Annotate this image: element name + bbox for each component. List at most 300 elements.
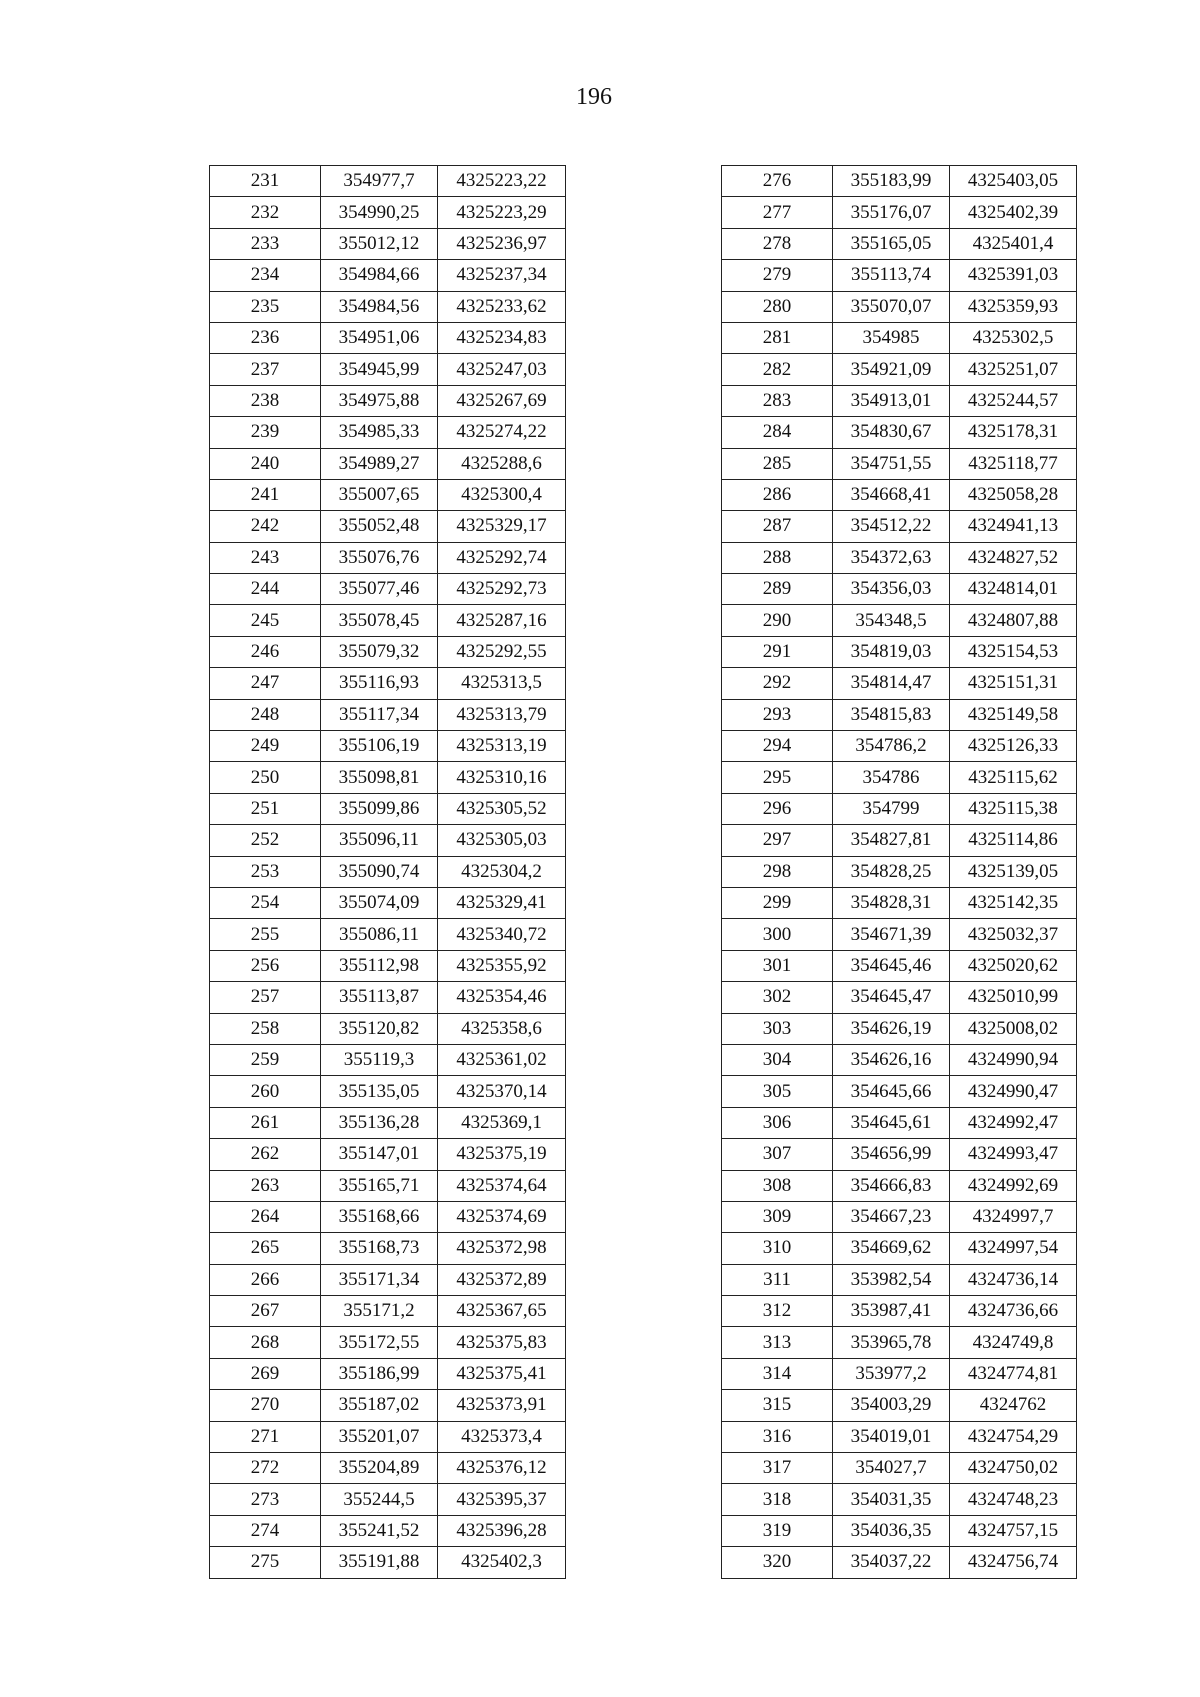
point-number-cell: 273 [210, 1484, 321, 1515]
table-row [210, 1421, 566, 1452]
point-number-cell: 263 [210, 1170, 321, 1201]
point-number-cell: 295 [722, 762, 833, 793]
point-number-cell: 258 [210, 1013, 321, 1044]
table-row [722, 1107, 1077, 1138]
x-coordinate-cell: 354985 [833, 322, 950, 353]
y-coordinate-cell: 4325313,5 [438, 668, 566, 699]
table-row [210, 1264, 566, 1295]
table-row [722, 950, 1077, 981]
y-coordinate-cell: 4325369,1 [438, 1107, 566, 1138]
y-coordinate-cell: 4325274,22 [438, 417, 566, 448]
y-coordinate-cell: 4325302,5 [950, 322, 1077, 353]
x-coordinate-cell: 354645,46 [833, 950, 950, 981]
y-coordinate-cell: 4325340,72 [438, 919, 566, 950]
point-number-cell: 317 [722, 1453, 833, 1484]
x-coordinate-cell: 355120,82 [321, 1013, 438, 1044]
table-row [210, 668, 566, 699]
table-row [210, 793, 566, 824]
table-row [210, 825, 566, 856]
y-coordinate-cell: 4324941,13 [950, 511, 1077, 542]
x-coordinate-cell: 355113,87 [321, 982, 438, 1013]
table-row [210, 605, 566, 636]
x-coordinate-cell: 354984,66 [321, 260, 438, 291]
x-coordinate-cell: 355191,88 [321, 1547, 438, 1578]
table-row [722, 1358, 1077, 1389]
y-coordinate-cell: 4325151,31 [950, 668, 1077, 699]
y-coordinate-cell: 4325237,34 [438, 260, 566, 291]
y-coordinate-cell: 4325374,64 [438, 1170, 566, 1201]
y-coordinate-cell: 4325236,97 [438, 228, 566, 259]
point-number-cell: 309 [722, 1201, 833, 1232]
table-row [722, 1327, 1077, 1358]
y-coordinate-cell: 4325395,37 [438, 1484, 566, 1515]
x-coordinate-cell: 354827,81 [833, 825, 950, 856]
table-row [210, 574, 566, 605]
y-coordinate-cell: 4325304,2 [438, 856, 566, 887]
x-coordinate-cell: 353965,78 [833, 1327, 950, 1358]
table-row [210, 1044, 566, 1075]
point-number-cell: 256 [210, 950, 321, 981]
y-coordinate-cell: 4325300,4 [438, 479, 566, 510]
table-row [210, 542, 566, 573]
point-number-cell: 279 [722, 260, 833, 291]
point-number-cell: 260 [210, 1076, 321, 1107]
point-number-cell: 296 [722, 793, 833, 824]
x-coordinate-cell: 355171,2 [321, 1296, 438, 1327]
x-coordinate-cell: 355117,34 [321, 699, 438, 730]
x-coordinate-cell: 354786,2 [833, 731, 950, 762]
y-coordinate-cell: 4325139,05 [950, 856, 1077, 887]
table-row [210, 1233, 566, 1264]
y-coordinate-cell: 4324993,47 [950, 1139, 1077, 1170]
table-row [210, 699, 566, 730]
y-coordinate-cell: 4325020,62 [950, 950, 1077, 981]
table-row [722, 166, 1077, 197]
y-coordinate-cell: 4324990,94 [950, 1044, 1077, 1075]
y-coordinate-cell: 4325115,38 [950, 793, 1077, 824]
y-coordinate-cell: 4324757,15 [950, 1515, 1077, 1546]
point-number-cell: 319 [722, 1515, 833, 1546]
point-number-cell: 250 [210, 762, 321, 793]
x-coordinate-cell: 355098,81 [321, 762, 438, 793]
table-row [722, 1484, 1077, 1515]
y-coordinate-cell: 4325244,57 [950, 385, 1077, 416]
y-coordinate-cell: 4325372,89 [438, 1264, 566, 1295]
y-coordinate-cell: 4324754,29 [950, 1421, 1077, 1452]
point-number-cell: 294 [722, 731, 833, 762]
x-coordinate-cell: 354656,99 [833, 1139, 950, 1170]
x-coordinate-cell: 355135,05 [321, 1076, 438, 1107]
x-coordinate-cell: 354989,27 [321, 448, 438, 479]
point-number-cell: 242 [210, 511, 321, 542]
point-number-cell: 232 [210, 197, 321, 228]
table-row [722, 636, 1077, 667]
y-coordinate-cell: 4325149,58 [950, 699, 1077, 730]
table-row [210, 417, 566, 448]
point-number-cell: 266 [210, 1264, 321, 1295]
y-coordinate-cell: 4324774,81 [950, 1358, 1077, 1389]
point-number-cell: 253 [210, 856, 321, 887]
x-coordinate-cell: 354828,31 [833, 887, 950, 918]
point-number-cell: 277 [722, 197, 833, 228]
point-number-cell: 272 [210, 1453, 321, 1484]
x-coordinate-cell: 354814,47 [833, 668, 950, 699]
y-coordinate-cell: 4324756,74 [950, 1547, 1077, 1578]
x-coordinate-cell: 355106,19 [321, 731, 438, 762]
x-coordinate-cell: 354667,23 [833, 1201, 950, 1232]
point-number-cell: 248 [210, 699, 321, 730]
y-coordinate-cell: 4325142,35 [950, 887, 1077, 918]
y-coordinate-cell: 4325292,74 [438, 542, 566, 573]
point-number-cell: 305 [722, 1076, 833, 1107]
y-coordinate-cell: 4324762 [950, 1390, 1077, 1421]
point-number-cell: 306 [722, 1107, 833, 1138]
x-coordinate-cell: 355012,12 [321, 228, 438, 259]
x-coordinate-cell: 354645,61 [833, 1107, 950, 1138]
table-row [210, 1139, 566, 1170]
x-coordinate-cell: 354951,06 [321, 322, 438, 353]
y-coordinate-cell: 4325008,02 [950, 1013, 1077, 1044]
table-row [722, 291, 1077, 322]
y-coordinate-cell: 4325375,83 [438, 1327, 566, 1358]
y-coordinate-cell: 4324992,69 [950, 1170, 1077, 1201]
x-coordinate-cell: 355076,76 [321, 542, 438, 573]
point-number-cell: 280 [722, 291, 833, 322]
x-coordinate-cell: 354799 [833, 793, 950, 824]
x-coordinate-cell: 354372,63 [833, 542, 950, 573]
y-coordinate-cell: 4325292,55 [438, 636, 566, 667]
x-coordinate-cell: 354977,7 [321, 166, 438, 197]
point-number-cell: 286 [722, 479, 833, 510]
point-number-cell: 239 [210, 417, 321, 448]
table-row [210, 950, 566, 981]
point-number-cell: 274 [210, 1515, 321, 1546]
point-number-cell: 235 [210, 291, 321, 322]
x-coordinate-cell: 354751,55 [833, 448, 950, 479]
table-row [210, 1327, 566, 1358]
point-number-cell: 247 [210, 668, 321, 699]
y-coordinate-cell: 4325376,12 [438, 1453, 566, 1484]
table-row [722, 1515, 1077, 1546]
y-coordinate-cell: 4324736,14 [950, 1264, 1077, 1295]
y-coordinate-cell: 4324749,8 [950, 1327, 1077, 1358]
table-row [722, 354, 1077, 385]
point-number-cell: 249 [210, 731, 321, 762]
table-row [722, 479, 1077, 510]
point-number-cell: 231 [210, 166, 321, 197]
point-number-cell: 282 [722, 354, 833, 385]
point-number-cell: 257 [210, 982, 321, 1013]
table-row [210, 322, 566, 353]
point-number-cell: 271 [210, 1421, 321, 1452]
x-coordinate-cell: 355090,74 [321, 856, 438, 887]
y-coordinate-cell: 4325292,73 [438, 574, 566, 605]
point-number-cell: 278 [722, 228, 833, 259]
y-coordinate-cell: 4325305,03 [438, 825, 566, 856]
point-number-cell: 265 [210, 1233, 321, 1264]
table-row [210, 197, 566, 228]
point-number-cell: 313 [722, 1327, 833, 1358]
table-row [210, 166, 566, 197]
table-row [722, 919, 1077, 950]
y-coordinate-cell: 4325401,4 [950, 228, 1077, 259]
x-coordinate-cell: 354671,39 [833, 919, 950, 950]
point-number-cell: 292 [722, 668, 833, 699]
point-number-cell: 302 [722, 982, 833, 1013]
y-coordinate-cell: 4325032,37 [950, 919, 1077, 950]
x-coordinate-cell: 355099,86 [321, 793, 438, 824]
x-coordinate-cell: 355147,01 [321, 1139, 438, 1170]
point-number-cell: 254 [210, 887, 321, 918]
y-coordinate-cell: 4325288,6 [438, 448, 566, 479]
table-row [210, 1170, 566, 1201]
x-coordinate-cell: 355074,09 [321, 887, 438, 918]
x-coordinate-cell: 354990,25 [321, 197, 438, 228]
x-coordinate-cell: 354036,35 [833, 1515, 950, 1546]
y-coordinate-cell: 4325375,41 [438, 1358, 566, 1389]
table-row [722, 731, 1077, 762]
x-coordinate-cell: 355077,46 [321, 574, 438, 605]
table-row [210, 1390, 566, 1421]
x-coordinate-cell: 354975,88 [321, 385, 438, 416]
x-coordinate-cell: 353977,2 [833, 1358, 950, 1389]
table-row [210, 1296, 566, 1327]
y-coordinate-cell: 4325114,86 [950, 825, 1077, 856]
x-coordinate-cell: 355168,73 [321, 1233, 438, 1264]
table-row [722, 228, 1077, 259]
x-coordinate-cell: 354645,47 [833, 982, 950, 1013]
x-coordinate-cell: 355183,99 [833, 166, 950, 197]
x-coordinate-cell: 355187,02 [321, 1390, 438, 1421]
x-coordinate-cell: 355165,05 [833, 228, 950, 259]
x-coordinate-cell: 354985,33 [321, 417, 438, 448]
point-number-cell: 303 [722, 1013, 833, 1044]
table-row [722, 448, 1077, 479]
y-coordinate-cell: 4324736,66 [950, 1296, 1077, 1327]
y-coordinate-cell: 4325118,77 [950, 448, 1077, 479]
point-number-cell: 300 [722, 919, 833, 950]
x-coordinate-cell: 355176,07 [833, 197, 950, 228]
x-coordinate-cell: 354003,29 [833, 1390, 950, 1421]
table-row [210, 982, 566, 1013]
point-number-cell: 307 [722, 1139, 833, 1170]
x-coordinate-cell: 354830,67 [833, 417, 950, 448]
coordinates-table-right [721, 165, 1077, 1579]
y-coordinate-cell: 4325374,69 [438, 1201, 566, 1232]
table-row [210, 1358, 566, 1389]
point-number-cell: 304 [722, 1044, 833, 1075]
y-coordinate-cell: 4325247,03 [438, 354, 566, 385]
page-number: 196 [576, 84, 612, 110]
y-coordinate-cell: 4324990,47 [950, 1076, 1077, 1107]
table-row [722, 1139, 1077, 1170]
table-row [722, 260, 1077, 291]
x-coordinate-cell: 355244,5 [321, 1484, 438, 1515]
table-row [722, 1547, 1077, 1578]
table-row [210, 1201, 566, 1232]
x-coordinate-cell: 354669,62 [833, 1233, 950, 1264]
x-coordinate-cell: 354348,5 [833, 605, 950, 636]
y-coordinate-cell: 4325234,83 [438, 322, 566, 353]
x-coordinate-cell: 354984,56 [321, 291, 438, 322]
x-coordinate-cell: 355116,93 [321, 668, 438, 699]
y-coordinate-cell: 4325391,03 [950, 260, 1077, 291]
y-coordinate-cell: 4325154,53 [950, 636, 1077, 667]
y-coordinate-cell: 4325375,19 [438, 1139, 566, 1170]
point-number-cell: 315 [722, 1390, 833, 1421]
point-number-cell: 301 [722, 950, 833, 981]
y-coordinate-cell: 4324807,88 [950, 605, 1077, 636]
x-coordinate-cell: 355052,48 [321, 511, 438, 542]
table-row [210, 1076, 566, 1107]
point-number-cell: 275 [210, 1547, 321, 1578]
table-row [210, 291, 566, 322]
x-coordinate-cell: 354645,66 [833, 1076, 950, 1107]
table-row [210, 1515, 566, 1546]
x-coordinate-cell: 354666,83 [833, 1170, 950, 1201]
table-row [722, 982, 1077, 1013]
x-coordinate-cell: 354945,99 [321, 354, 438, 385]
table-row [210, 731, 566, 762]
table-row [722, 1421, 1077, 1452]
table-row [722, 542, 1077, 573]
y-coordinate-cell: 4324997,7 [950, 1201, 1077, 1232]
point-number-cell: 251 [210, 793, 321, 824]
y-coordinate-cell: 4325310,16 [438, 762, 566, 793]
x-coordinate-cell: 355165,71 [321, 1170, 438, 1201]
table-row [722, 1296, 1077, 1327]
y-coordinate-cell: 4325403,05 [950, 166, 1077, 197]
table-row [722, 699, 1077, 730]
x-coordinate-cell: 354037,22 [833, 1547, 950, 1578]
table-row [210, 228, 566, 259]
x-coordinate-cell: 354921,09 [833, 354, 950, 385]
point-number-cell: 312 [722, 1296, 833, 1327]
table-row [722, 793, 1077, 824]
point-number-cell: 314 [722, 1358, 833, 1389]
y-coordinate-cell: 4325373,4 [438, 1421, 566, 1452]
x-coordinate-cell: 355070,07 [833, 291, 950, 322]
y-coordinate-cell: 4325267,69 [438, 385, 566, 416]
y-coordinate-cell: 4325358,6 [438, 1013, 566, 1044]
table-row [722, 1013, 1077, 1044]
x-coordinate-cell: 355007,65 [321, 479, 438, 510]
x-coordinate-cell: 355086,11 [321, 919, 438, 950]
point-number-cell: 237 [210, 354, 321, 385]
table-row [722, 417, 1077, 448]
y-coordinate-cell: 4325287,16 [438, 605, 566, 636]
point-number-cell: 240 [210, 448, 321, 479]
point-number-cell: 234 [210, 260, 321, 291]
y-coordinate-cell: 4325372,98 [438, 1233, 566, 1264]
table-row [722, 322, 1077, 353]
point-number-cell: 284 [722, 417, 833, 448]
x-coordinate-cell: 354668,41 [833, 479, 950, 510]
x-coordinate-cell: 354626,19 [833, 1013, 950, 1044]
y-coordinate-cell: 4325402,39 [950, 197, 1077, 228]
x-coordinate-cell: 354512,22 [833, 511, 950, 542]
point-number-cell: 246 [210, 636, 321, 667]
point-number-cell: 308 [722, 1170, 833, 1201]
table-row [722, 1170, 1077, 1201]
x-coordinate-cell: 354786 [833, 762, 950, 793]
x-coordinate-cell: 355112,98 [321, 950, 438, 981]
table-row [210, 1453, 566, 1484]
y-coordinate-cell: 4325251,07 [950, 354, 1077, 385]
table-row [722, 668, 1077, 699]
y-coordinate-cell: 4324814,01 [950, 574, 1077, 605]
table-row [210, 260, 566, 291]
table-row [722, 1201, 1077, 1232]
point-number-cell: 318 [722, 1484, 833, 1515]
point-number-cell: 241 [210, 479, 321, 510]
point-number-cell: 288 [722, 542, 833, 573]
x-coordinate-cell: 354815,83 [833, 699, 950, 730]
y-coordinate-cell: 4325313,19 [438, 731, 566, 762]
y-coordinate-cell: 4325115,62 [950, 762, 1077, 793]
point-number-cell: 267 [210, 1296, 321, 1327]
x-coordinate-cell: 355172,55 [321, 1327, 438, 1358]
table-row [210, 1107, 566, 1138]
table-row [210, 354, 566, 385]
x-coordinate-cell: 355204,89 [321, 1453, 438, 1484]
y-coordinate-cell: 4325329,41 [438, 887, 566, 918]
table-row [210, 448, 566, 479]
table-row [722, 511, 1077, 542]
point-number-cell: 291 [722, 636, 833, 667]
point-number-cell: 293 [722, 699, 833, 730]
table-row [722, 385, 1077, 416]
y-coordinate-cell: 4325354,46 [438, 982, 566, 1013]
table-row [210, 636, 566, 667]
y-coordinate-cell: 4325058,28 [950, 479, 1077, 510]
point-number-cell: 243 [210, 542, 321, 573]
point-number-cell: 268 [210, 1327, 321, 1358]
table-row [210, 919, 566, 950]
y-coordinate-cell: 4325373,91 [438, 1390, 566, 1421]
y-coordinate-cell: 4324997,54 [950, 1233, 1077, 1264]
table-row [722, 197, 1077, 228]
table-row [210, 856, 566, 887]
point-number-cell: 238 [210, 385, 321, 416]
point-number-cell: 245 [210, 605, 321, 636]
x-coordinate-cell: 355186,99 [321, 1358, 438, 1389]
x-coordinate-cell: 354913,01 [833, 385, 950, 416]
y-coordinate-cell: 4324750,02 [950, 1453, 1077, 1484]
x-coordinate-cell: 354828,25 [833, 856, 950, 887]
table-row [722, 887, 1077, 918]
x-coordinate-cell: 355113,74 [833, 260, 950, 291]
y-coordinate-cell: 4325223,29 [438, 197, 566, 228]
table-row [722, 856, 1077, 887]
x-coordinate-cell: 354626,16 [833, 1044, 950, 1075]
table-row [722, 1233, 1077, 1264]
y-coordinate-cell: 4325223,22 [438, 166, 566, 197]
y-coordinate-cell: 4325396,28 [438, 1515, 566, 1546]
point-number-cell: 244 [210, 574, 321, 605]
point-number-cell: 297 [722, 825, 833, 856]
y-coordinate-cell: 4325355,92 [438, 950, 566, 981]
x-coordinate-cell: 355168,66 [321, 1201, 438, 1232]
x-coordinate-cell: 355241,52 [321, 1515, 438, 1546]
x-coordinate-cell: 355171,34 [321, 1264, 438, 1295]
point-number-cell: 311 [722, 1264, 833, 1295]
x-coordinate-cell: 355136,28 [321, 1107, 438, 1138]
x-coordinate-cell: 355119,3 [321, 1044, 438, 1075]
point-number-cell: 255 [210, 919, 321, 950]
point-number-cell: 252 [210, 825, 321, 856]
table-row [210, 1547, 566, 1578]
